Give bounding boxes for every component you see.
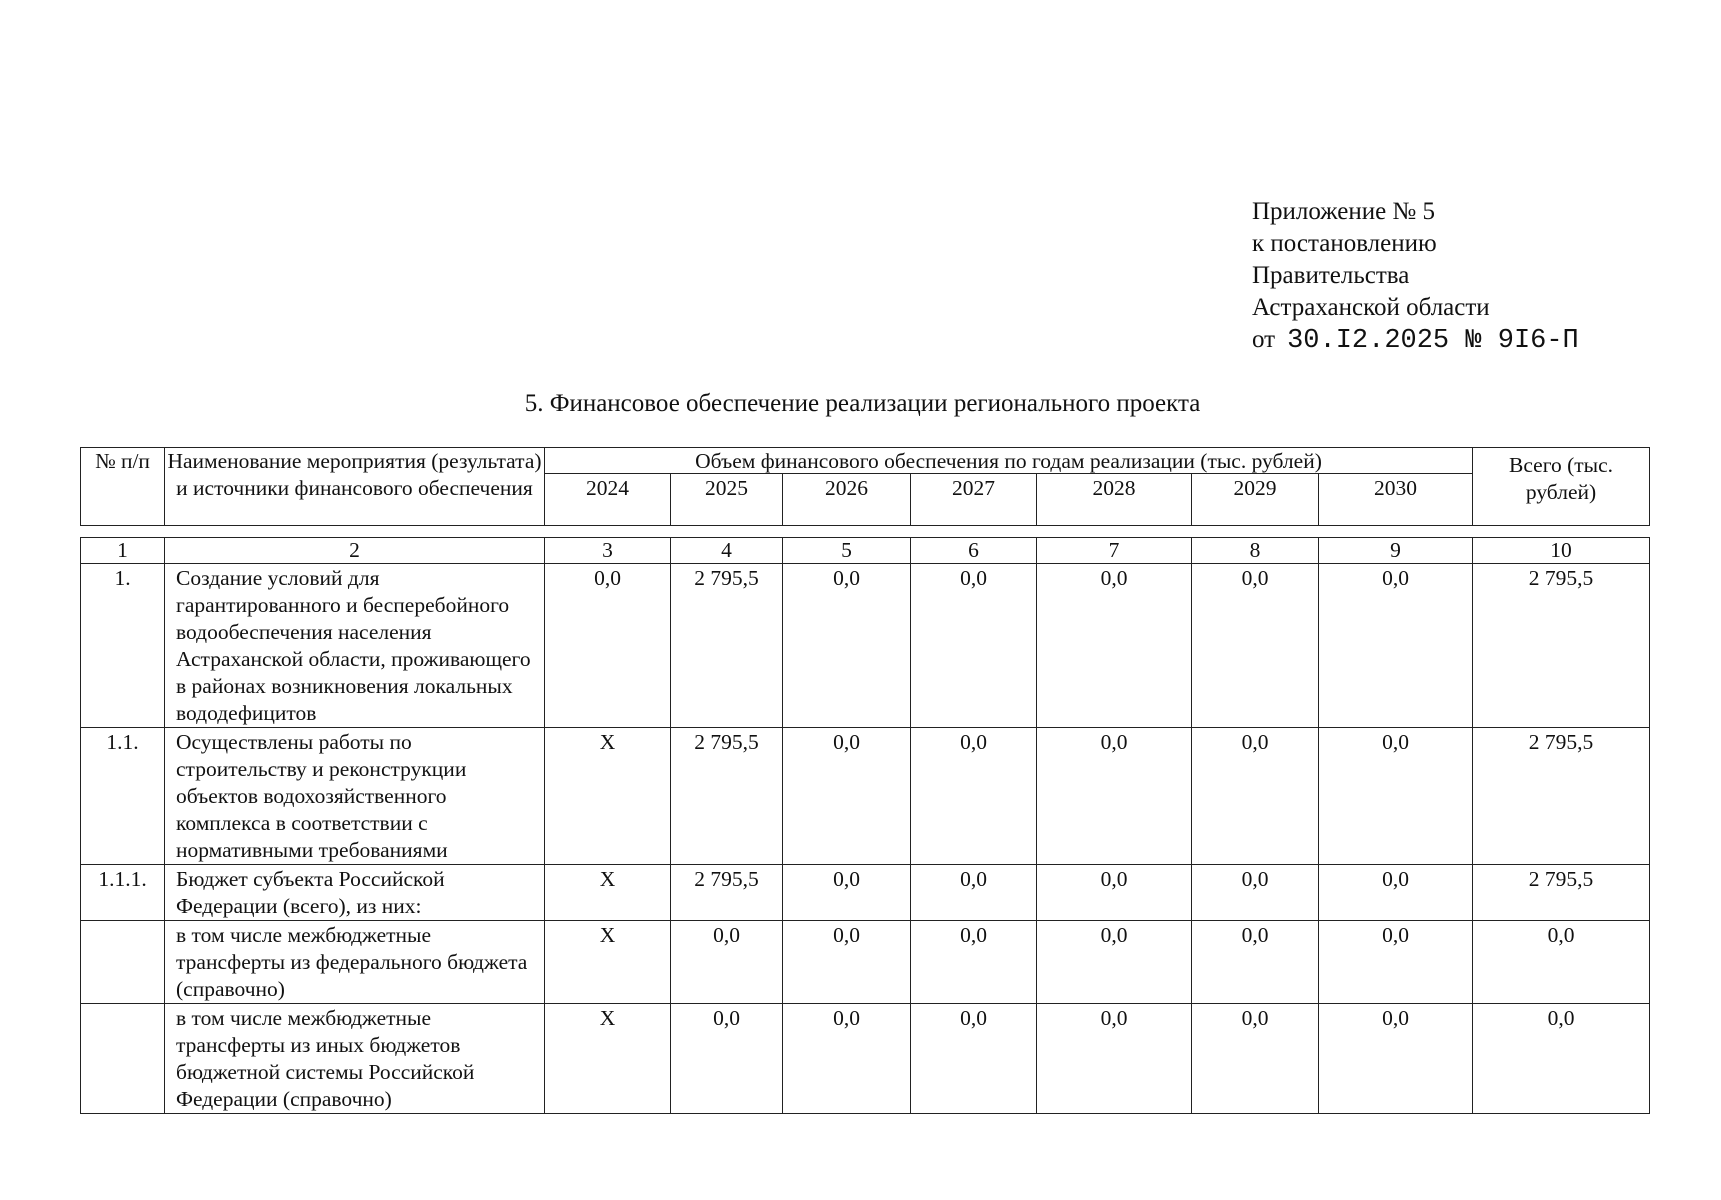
row-value-2025: 0,0 xyxy=(671,1004,783,1114)
header-year: 2029 xyxy=(1192,474,1319,526)
column-index: 9 xyxy=(1319,538,1473,564)
row-value-2030: 0,0 xyxy=(1319,921,1473,1004)
row-value-2028: 0,0 xyxy=(1037,1004,1192,1114)
row-value-2027: 0,0 xyxy=(911,921,1037,1004)
row-value-2029: 0,0 xyxy=(1192,728,1319,865)
header-col-total: Всего (тыс. рублей) xyxy=(1473,448,1650,526)
row-value-2026: 0,0 xyxy=(783,865,911,921)
row-value-2026: 0,0 xyxy=(783,728,911,865)
row-number: 1. xyxy=(81,564,165,728)
appendix-line: Правительства xyxy=(1252,262,1410,289)
row-value-2025: 2 795,5 xyxy=(671,865,783,921)
appendix-line: Приложение № 5 xyxy=(1252,198,1436,225)
column-index: 1 xyxy=(81,538,165,564)
column-index: 4 xyxy=(671,538,783,564)
row-value-2028: 0,0 xyxy=(1037,564,1192,728)
row-value-2027: 0,0 xyxy=(911,728,1037,865)
table-row xyxy=(81,728,1650,865)
table-row xyxy=(81,921,1650,1004)
column-index: 2 xyxy=(165,538,545,564)
row-value-2024: X xyxy=(545,865,671,921)
row-value-2030: 0,0 xyxy=(1319,728,1473,865)
row-name: в том числе межбюджетные трансферты из иных бюджетов бюджетной системы Российской Федерации (справочно) xyxy=(165,1004,545,1114)
row-total: 2 795,5 xyxy=(1473,564,1650,728)
row-value-2024: X xyxy=(545,921,671,1004)
appendix-date-number: 30.I2.2025 № 9I6-П xyxy=(1287,326,1579,356)
row-value-2025: 2 795,5 xyxy=(671,564,783,728)
row-value-2028: 0,0 xyxy=(1037,921,1192,1004)
column-index: 10 xyxy=(1473,538,1650,564)
header-year: 2026 xyxy=(783,474,911,526)
row-value-2029: 0,0 xyxy=(1192,921,1319,1004)
table-header xyxy=(80,447,1650,526)
row-number: 1.1.1. xyxy=(81,865,165,921)
row-value-2029: 0,0 xyxy=(1192,1004,1319,1114)
header-col-volume: Объем финансового обеспечения по годам реализации (тыс. рублей) xyxy=(545,448,1473,474)
row-value-2026: 0,0 xyxy=(783,1004,911,1114)
header-year: 2028 xyxy=(1037,474,1192,526)
column-index: 3 xyxy=(545,538,671,564)
row-name: Создание условий для гарантированного и бесперебойного водообеспечения населения Астраханской области, проживающего в районах возникновения локальных вододефицитов xyxy=(165,564,545,728)
column-index: 8 xyxy=(1192,538,1319,564)
row-name: Осуществлены работы по строительству и реконструкции объектов водохозяйственного комплекса в соответствии с нормативными требованиями xyxy=(165,728,545,865)
column-index: 5 xyxy=(783,538,911,564)
appendix-date-line xyxy=(1252,324,1672,357)
row-total: 2 795,5 xyxy=(1473,728,1650,865)
row-value-2025: 2 795,5 xyxy=(671,728,783,865)
row-value-2026: 0,0 xyxy=(783,921,911,1004)
header-col-num: № п/п xyxy=(81,448,165,526)
column-index: 6 xyxy=(911,538,1037,564)
table-row xyxy=(81,564,1650,728)
row-name: Бюджет субъекта Российской Федерации (всего), из них: xyxy=(165,865,545,921)
row-value-2027: 0,0 xyxy=(911,865,1037,921)
row-value-2029: 0,0 xyxy=(1192,564,1319,728)
row-value-2026: 0,0 xyxy=(783,564,911,728)
header-year: 2025 xyxy=(671,474,783,526)
column-index-row xyxy=(81,538,1650,564)
column-index: 7 xyxy=(1037,538,1192,564)
row-value-2024: X xyxy=(545,1004,671,1114)
row-total: 2 795,5 xyxy=(1473,865,1650,921)
header-col-name: Наименование мероприятия (результата) и источники финансового обеспечения xyxy=(165,448,545,526)
appendix-line: Астраханской области xyxy=(1252,294,1490,321)
row-number: 1.1. xyxy=(81,728,165,865)
row-value-2030: 0,0 xyxy=(1319,1004,1473,1114)
row-number xyxy=(81,1004,165,1114)
row-value-2025: 0,0 xyxy=(671,921,783,1004)
section-title: 5. Финансовое обеспечение реализации регионального проекта xyxy=(524,390,1201,417)
table-row xyxy=(81,1004,1650,1114)
row-value-2024: X xyxy=(545,728,671,865)
appendix-header xyxy=(1252,196,1672,357)
appendix-date-prefix: от xyxy=(1252,326,1276,353)
header-year: 2030 xyxy=(1319,474,1473,526)
table-row xyxy=(81,865,1650,921)
row-value-2027: 0,0 xyxy=(911,1004,1037,1114)
row-name: в том числе межбюджетные трансферты из федерального бюджета (справочно) xyxy=(165,921,545,1004)
row-value-2028: 0,0 xyxy=(1037,728,1192,865)
row-total: 0,0 xyxy=(1473,1004,1650,1114)
row-value-2030: 0,0 xyxy=(1319,865,1473,921)
header-year: 2027 xyxy=(911,474,1037,526)
appendix-line: к постановлению xyxy=(1252,230,1437,257)
row-value-2028: 0,0 xyxy=(1037,865,1192,921)
row-number xyxy=(81,921,165,1004)
row-value-2024: 0,0 xyxy=(545,564,671,728)
row-value-2029: 0,0 xyxy=(1192,865,1319,921)
row-total: 0,0 xyxy=(1473,921,1650,1004)
row-value-2027: 0,0 xyxy=(911,564,1037,728)
row-value-2030: 0,0 xyxy=(1319,564,1473,728)
financing-table xyxy=(80,537,1650,1114)
header-year: 2024 xyxy=(545,474,671,526)
